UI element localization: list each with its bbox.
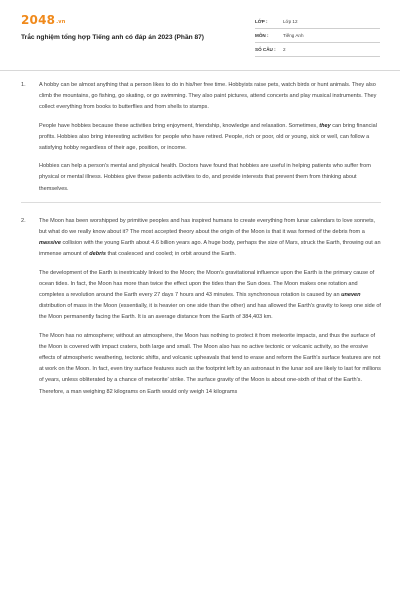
question-divider — [21, 202, 381, 203]
document-title: Trắc nghiệm tổng hợp Tiếng anh có đáp án 2023 (Phần 87) — [21, 34, 204, 41]
meta-value: Lớp 12 — [283, 19, 298, 24]
keyword-highlight: massive — [39, 240, 61, 247]
text-run: distribution of mass in the Moon (essentially, it is heavier on one side than the other) and has allowed the Earth's gravity to keep one side of the Moon permanently facing the Earth. It is an average distance from the Earth of 384,403 km. — [39, 303, 381, 321]
meta-value: Tiếng Anh — [283, 33, 304, 38]
question-1 — [21, 80, 381, 195]
meta-row-count — [255, 43, 380, 57]
passage-paragraph — [39, 268, 381, 324]
text-run: that coalesced and cooled; in orbit around the Earth. — [105, 251, 237, 258]
meta-value: 2 — [283, 47, 286, 52]
passage-paragraph — [39, 80, 381, 114]
text-run: The Moon has no atmosphere; without an atmosphere, the Moon has nothing to protect it from meteorite impacts, and thus the surface of the Moon is covered with impact craters, both large and small. The Moon also has no active tectonic or volcanic activity, so the erosive effects of atmospheric weathering, tectonic shifts, and volcanic upheavals that tend to erase and reform the Earth's surface features are not at work on the Moon. In fact, even tiny surface features such as the footprint left by an astronaut in the lunar soil are likely to last for millions of years, unless obliterated by a chance of meteorite' strike. The surface gravity of the Moon is about one-sixth of that of the Earth's. Therefore, a man weighing 82 kilograms on Earth would only weigh 14 kilograms — [39, 332, 381, 395]
meta-row-class — [255, 15, 380, 29]
text-run: A hobby can be almost anything that a person likes to do in his/her free time. Hobbyists raise pets, watch birds or hunt animals. They also climb the mountains, go fishing, go skating, or go swimming. They also paint pictures, attend concerts and play musical instruments. They collect everything from books to butterflies and from shells to stamps. — [39, 82, 377, 111]
text-run: The Moon has been worshipped by primitive peoples and has inspired humans to create everything from lunar calendars to love sonnets, but what do we really know about it? The most accepted theory about the origin of the Moon is that it was formed of the debris from a — [39, 217, 376, 236]
passage-paragraph — [39, 216, 381, 261]
site-logo[interactable] — [21, 13, 66, 27]
meta-key: SỐ CÂU : — [255, 47, 276, 52]
question-number: 1. — [21, 82, 26, 88]
passage-paragraph — [39, 331, 381, 398]
text-run: can bring financial profits. Hobbies also bring interesting activities for people who have retired. People, rich or poor, old or young, sick or well, can follow a satisfying hobby regardless of their age, position, or income. — [39, 122, 377, 152]
keyword-highlight: debris — [89, 251, 106, 258]
meta-key: LỚP : — [255, 19, 268, 24]
logo-tld: .vn — [56, 19, 66, 25]
questions-content — [21, 80, 381, 405]
text-run: collision with the young Earth about 4.6 billion years ago. A huge body, perhaps the size of Mars, struck the Earth, throwing out an immense amount of — [39, 240, 381, 258]
document-meta — [255, 15, 380, 57]
meta-row-subject — [255, 29, 380, 43]
keyword-highlight: they — [319, 122, 331, 129]
logo-text: 2048 — [21, 13, 56, 27]
text-run: Hobbies can help a person's mental and physical health. Doctors have found that hobbies are useful in helping patients who suffer from physical or mental illness. Hobbies give these patients activities to do, and provide interests that prevent them from thinking about themselves. — [39, 163, 371, 192]
passage-paragraph — [39, 161, 381, 195]
keyword-highlight: uneven — [341, 292, 361, 299]
passage-paragraph — [39, 121, 381, 155]
question-2 — [21, 216, 381, 398]
meta-key: MÔN : — [255, 33, 269, 38]
text-run: The development of the Earth is inextricably linked to the Moon; the Moon's gravitational influence upon the Earth is the primary cause of ocean tides. In fact, the Moon has more than twice the effect upon the tides than the Sun does. The Moon makes one rotation and completes a revolution around the Earth every 27 days 7 hours and 43 minutes. This synchronous rotation is caused by an — [39, 269, 375, 299]
page-header — [0, 0, 400, 62]
text-run: People have hobbies because these activities bring enjoyment, friendship, knowledge and relaxation. Sometimes, — [39, 122, 320, 129]
header-divider — [0, 70, 400, 71]
question-number: 2. — [21, 217, 26, 224]
